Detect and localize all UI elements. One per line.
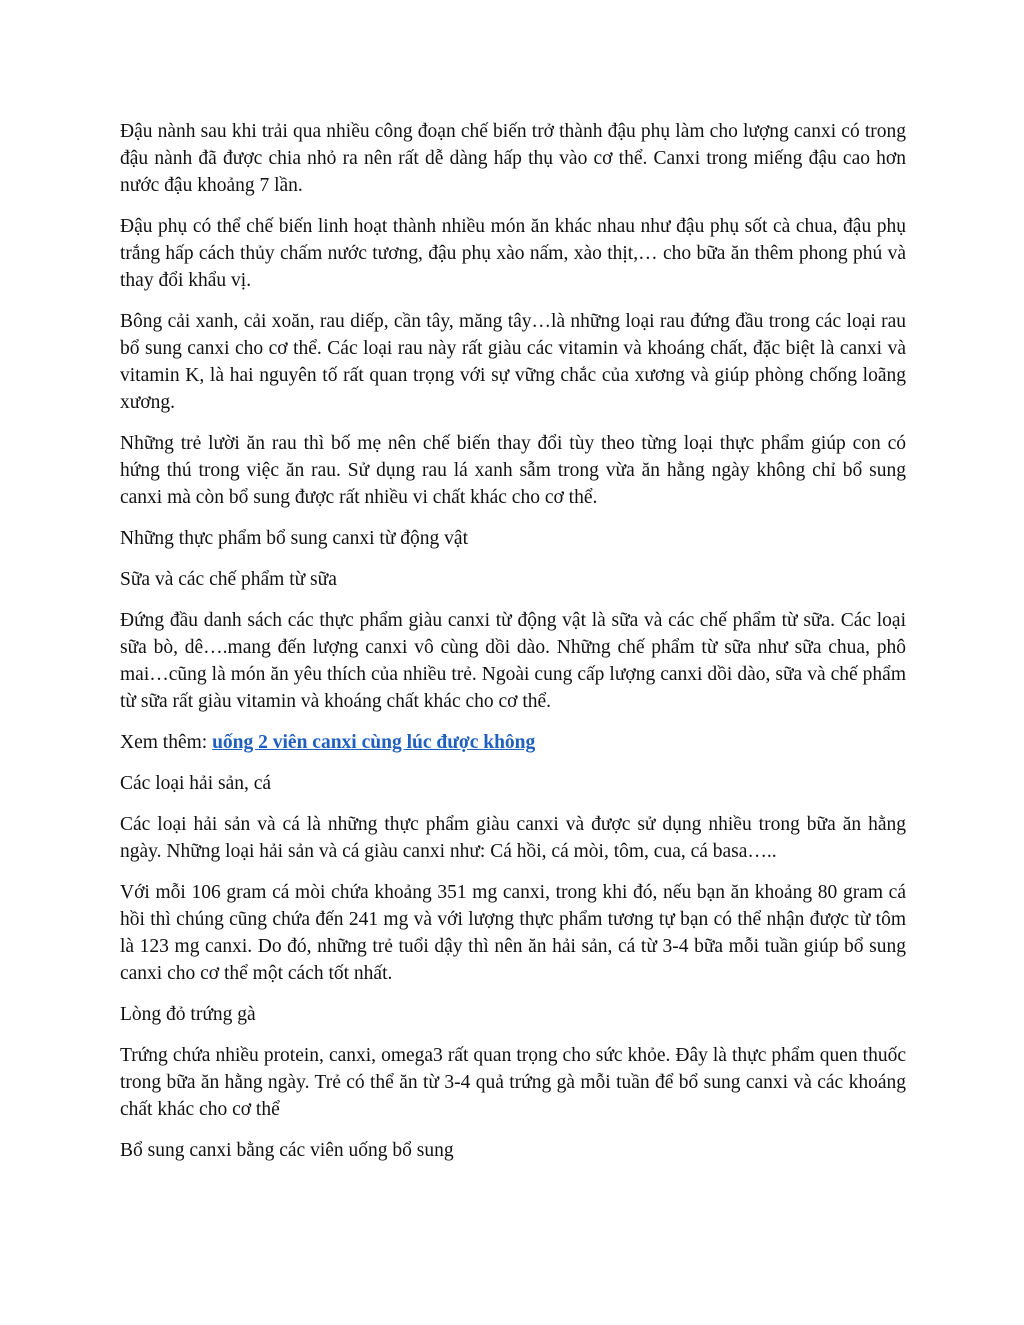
paragraph-tofu-dishes: Đậu phụ có thể chế biến linh hoạt thành nhiều món ăn khác nhau như đậu phụ sốt cà chua, đậu phụ trắng hấp cách thủy chấm nước tương, đậu phụ xào nấm, xào thịt,… cho bữa ăn thêm phong phú và thay đổi khẩu vị. (120, 216, 906, 291)
heading-seafood: Các loại hải sản, cá (120, 773, 272, 794)
paragraph-green-vegetables: Bông cải xanh, cải xoăn, rau diếp, cần tây, măng tây…là những loại rau đứng đầu trong các loại rau bổ sung canxi cho cơ thể. Các loại rau này rất giàu các vitamin và khoáng chất, đặc biệt là canxi và vitamin K, là hai nguyên tố rất quan trọng với sự vững chắc của xương và giúp phòng chống loãng xương. (120, 311, 906, 413)
document-body (120, 118, 906, 1178)
paragraph-picky-eaters: Những trẻ lười ăn rau thì bố mẹ nên chế biến thay đổi tùy theo từng loại thực phẩm giúp con có hứng thú trong việc ăn rau. Sử dụng rau lá xanh sẫm trong vừa ăn hằng ngày không chỉ bổ sung canxi mà còn bổ sung được rất nhiều vi chất khác cho cơ thể. (120, 433, 906, 508)
paragraph-milk-products: Đứng đầu danh sách các thực phẩm giàu canxi từ động vật là sữa và các chế phẩm từ sữa. Các loại sữa bò, dê….mang đến lượng canxi vô cùng dồi dào. Những chế phẩm từ sữa như sữa chua, phô mai…cũng là món ăn yêu thích của nhiều trẻ. Ngoài cung cấp lượng canxi dồi dào, sữa và chế phẩm từ sữa rất giàu vitamin và khoáng chất khác cho cơ thể. (120, 610, 906, 712)
see-more-prefix: Xem thêm: (120, 732, 213, 753)
paragraph-seafood: Các loại hải sản và cá là những thực phẩm giàu canxi và được sử dụng nhiều trong bữa ăn hằng ngày. Những loại hải sản và cá giàu canxi như: Cá hồi, cá mòi, tôm, cua, cá basa….. (120, 814, 906, 862)
paragraph-eggs: Trứng chứa nhiều protein, canxi, omega3 rất quan trọng cho sức khỏe. Đây là thực phẩm quen thuốc trong bữa ăn hằng ngày. Trẻ có thể ăn từ 3-4 quả trứng gà mỗi tuần để bổ sung canxi và các khoáng chất khác cho cơ thể (120, 1045, 906, 1120)
heading-milk-products: Sữa và các chế phẩm từ sữa (120, 569, 337, 590)
heading-supplements: Bổ sung canxi bằng các viên uống bổ sung (120, 1140, 454, 1161)
heading-egg-yolk: Lòng đỏ trứng gà (120, 1004, 256, 1025)
see-more-link[interactable]: uống 2 viên canxi cùng lúc được không (212, 732, 536, 753)
heading-animal-foods: Những thực phẩm bổ sung canxi từ động vật (120, 528, 468, 549)
see-more-line (120, 729, 906, 756)
paragraph-seafood-amounts: Với mỗi 106 gram cá mòi chứa khoảng 351 mg canxi, trong khi đó, nếu bạn ăn khoảng 80 gram cá hồi thì chúng cũng chứa đến 241 mg và với lượng thực phẩm tương tự bạn có thể nhận được từ tôm là 123 mg canxi. Do đó, những trẻ tuổi dậy thì nên ăn hải sản, cá từ 3-4 bữa mỗi tuần giúp bổ sung canxi cho cơ thể một cách tốt nhất. (120, 882, 906, 984)
paragraph-tofu-processing: Đậu nành sau khi trải qua nhiều công đoạn chế biến trở thành đậu phụ làm cho lượng canxi có trong đậu nành đã được chia nhỏ ra nên rất dễ dàng hấp thụ vào cơ thể. Canxi trong miếng đậu cao hơn nước đậu khoảng 7 lần. (120, 121, 906, 196)
